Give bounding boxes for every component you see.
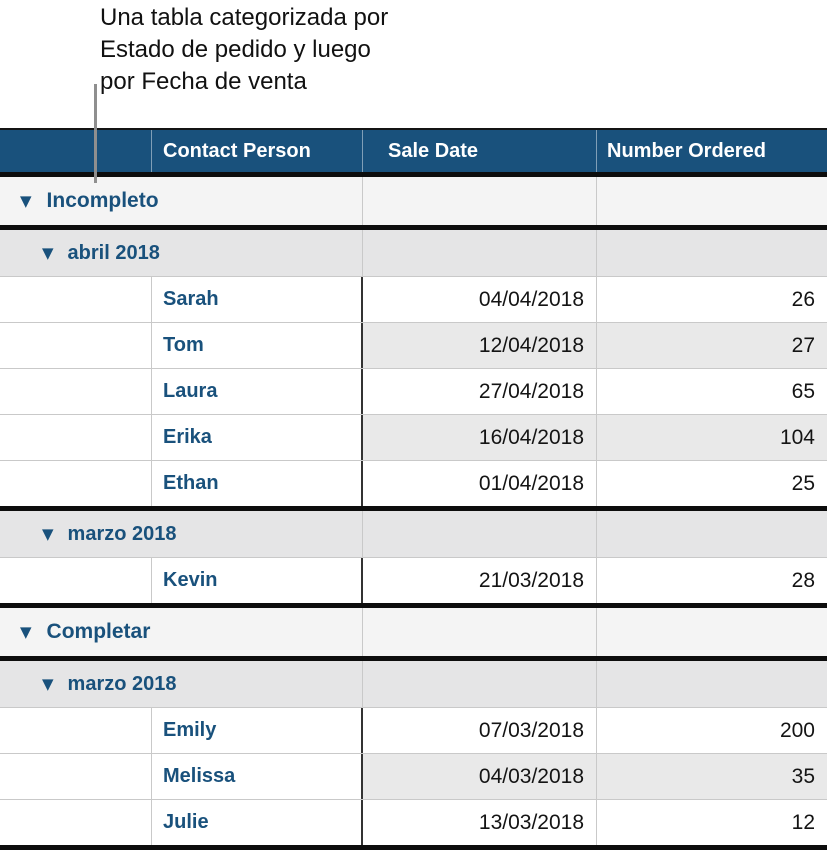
cell-sale-date[interactable]: 27/04/2018 <box>363 369 597 414</box>
subcategory-row-marzo-2018-incompleto[interactable] <box>0 511 827 558</box>
cell-number-ordered[interactable]: 26 <box>791 287 815 311</box>
cell-number-ordered[interactable]: 27 <box>597 323 827 368</box>
table-row-erika <box>0 415 827 461</box>
header-cell-empty[interactable] <box>0 130 152 172</box>
subcategory-label: marzo 2018 <box>67 522 177 545</box>
category-row-incompleto[interactable] <box>0 177 827 225</box>
category-cell-empty-number[interactable] <box>597 177 827 225</box>
cell-number-ordered[interactable]: 65 <box>791 379 815 403</box>
subcategory-row-abril-2018[interactable] <box>0 230 827 277</box>
disclosure-triangle-icon[interactable]: ▼ <box>42 524 54 543</box>
header-label-number-ordered: Number Ordered <box>607 139 766 162</box>
cell-empty[interactable] <box>0 323 152 368</box>
header-label-sale-date: Sale Date <box>388 139 479 162</box>
subcategory-cell-empty-number[interactable] <box>597 230 827 276</box>
subcategory-cell-empty-sale-date[interactable] <box>363 511 597 557</box>
cell-empty[interactable] <box>0 754 152 799</box>
cell-number-ordered[interactable]: 12 <box>791 810 815 834</box>
cell-contact-person[interactable]: Ethan <box>152 461 363 506</box>
table-header-row <box>0 130 827 172</box>
cell-number-ordered[interactable]: 25 <box>791 471 815 495</box>
cell-number-ordered[interactable]: 104 <box>597 415 827 460</box>
table-row-emily <box>0 708 827 754</box>
table-row-sarah <box>0 277 827 323</box>
table-row-melissa <box>0 754 827 800</box>
subcategory-cell-marzo-2018 <box>0 511 363 557</box>
subcategory-label: marzo 2018 <box>67 672 177 695</box>
cell-contact-person[interactable]: Emily <box>152 708 363 753</box>
cell-number-ordered[interactable]: 200 <box>779 718 815 742</box>
disclosure-triangle-icon[interactable]: ▼ <box>42 674 54 693</box>
cell-sale-date[interactable]: 01/04/2018 <box>363 461 597 506</box>
table-row-laura <box>0 369 827 415</box>
category-label: Completar <box>46 620 151 643</box>
subcategory-cell-marzo-2018 <box>0 661 363 707</box>
subcategory-cell-empty-sale-date[interactable] <box>363 661 597 707</box>
categorized-table <box>0 128 827 850</box>
subcategory-row-marzo-2018-completar[interactable] <box>0 661 827 708</box>
cell-empty[interactable] <box>0 558 152 603</box>
category-row-completar[interactable] <box>0 608 827 656</box>
category-label: Incompleto <box>46 189 159 212</box>
cell-sale-date[interactable]: 04/03/2018 <box>363 754 597 799</box>
disclosure-triangle-icon[interactable]: ▼ <box>20 191 32 210</box>
cell-contact-person[interactable]: Erika <box>152 415 363 460</box>
annotation-caption-line-2: Estado de pedido y luego <box>100 36 371 63</box>
disclosure-triangle-icon[interactable]: ▼ <box>20 622 32 641</box>
category-cell-empty-sale-date[interactable] <box>363 608 597 656</box>
header-cell-sale-date[interactable] <box>363 130 597 172</box>
cell-contact-person[interactable]: Kevin <box>152 558 363 603</box>
cell-contact-person[interactable]: Melissa <box>152 754 363 799</box>
cell-sale-date[interactable]: 12/04/2018 <box>363 323 597 368</box>
cell-sale-date[interactable]: 04/04/2018 <box>363 277 597 322</box>
cell-contact-person[interactable]: Julie <box>152 800 363 845</box>
cell-sale-date[interactable]: 13/03/2018 <box>363 800 597 845</box>
cell-contact-person[interactable]: Sarah <box>152 277 363 322</box>
cell-empty[interactable] <box>0 277 152 322</box>
category-cell-completar <box>0 608 363 656</box>
cell-empty[interactable] <box>0 800 152 845</box>
subcategory-cell-empty-sale-date[interactable] <box>363 230 597 276</box>
cell-empty[interactable] <box>0 415 152 460</box>
cell-empty[interactable] <box>0 708 152 753</box>
subcategory-cell-empty-number[interactable] <box>597 661 827 707</box>
disclosure-triangle-icon[interactable]: ▼ <box>42 243 54 262</box>
annotation-caption <box>100 2 388 98</box>
category-cell-incompleto <box>0 177 363 225</box>
category-cell-empty-sale-date[interactable] <box>363 177 597 225</box>
cell-number-ordered[interactable]: 35 <box>597 754 827 799</box>
subcategory-label: abril 2018 <box>67 241 160 264</box>
table-bottom-border <box>0 845 827 850</box>
table-row-tom <box>0 323 827 369</box>
header-label-contact-person: Contact Person <box>163 139 311 162</box>
cell-empty[interactable] <box>0 369 152 414</box>
table-row-ethan <box>0 461 827 506</box>
cell-contact-person[interactable]: Tom <box>152 323 363 368</box>
cell-empty[interactable] <box>0 461 152 506</box>
cell-sale-date[interactable]: 07/03/2018 <box>363 708 597 753</box>
subcategory-cell-empty-number[interactable] <box>597 511 827 557</box>
cell-number-ordered[interactable]: 28 <box>791 568 815 592</box>
category-cell-empty-number[interactable] <box>597 608 827 656</box>
cell-sale-date[interactable]: 21/03/2018 <box>363 558 597 603</box>
annotation-caption-line-1: Una tabla categorizada por <box>100 4 389 31</box>
table-row-kevin <box>0 558 827 603</box>
header-cell-contact-person[interactable] <box>152 130 363 172</box>
cell-contact-person[interactable]: Laura <box>152 369 363 414</box>
annotation-pointer-line <box>94 84 97 183</box>
subcategory-cell-abril-2018 <box>0 230 363 276</box>
cell-sale-date[interactable]: 16/04/2018 <box>363 415 597 460</box>
table-row-julie <box>0 800 827 845</box>
annotation-caption-line-3: por Fecha de venta <box>100 68 307 95</box>
header-cell-number-ordered[interactable] <box>597 130 827 172</box>
